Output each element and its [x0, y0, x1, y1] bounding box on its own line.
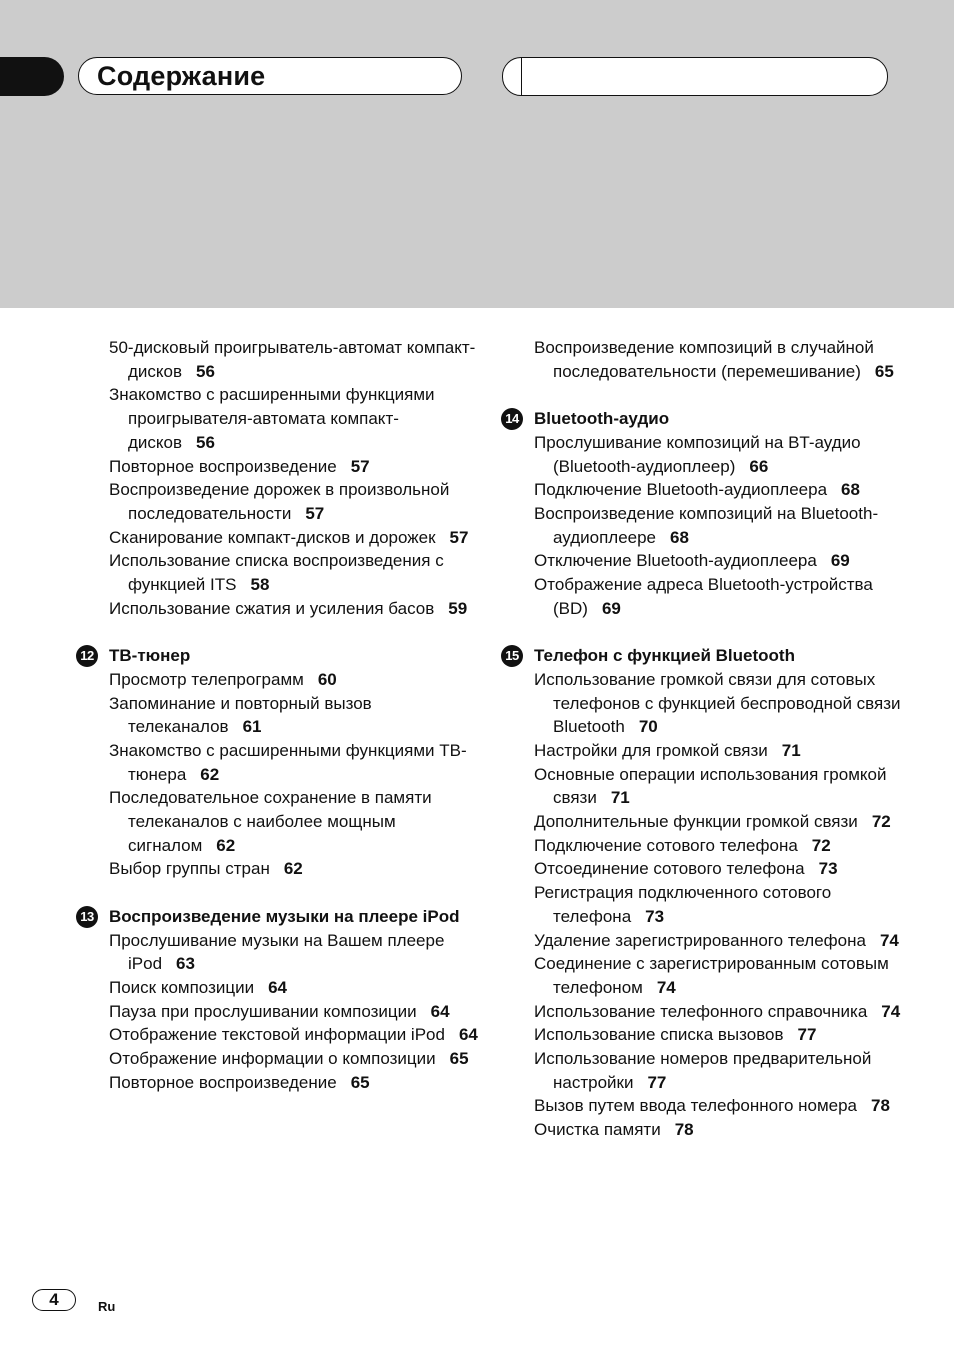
toc-entry-text: Повторное воспроизведение	[109, 456, 337, 476]
toc-entry-text: Вызов путем ввода телефонного номера	[534, 1096, 858, 1116]
toc-entry	[109, 383, 479, 454]
toc-entry	[534, 763, 904, 810]
toc-entry	[534, 1047, 904, 1094]
toc-entry-text: Просмотр телепрограмм	[109, 669, 304, 689]
toc-entry-page: 60	[317, 669, 337, 689]
toc-left-column	[80, 336, 479, 1094]
toc-entry-page: 59	[448, 598, 468, 618]
toc-entry	[109, 526, 479, 550]
toc-entry-page: 63	[176, 954, 195, 974]
toc-entry-text: Дополнительные функции громкой связи	[534, 812, 858, 832]
toc-entry-page: 57	[350, 456, 370, 476]
toc-entry	[534, 739, 904, 763]
toc-entry	[109, 786, 479, 857]
toc-entry-page: 77	[797, 1025, 817, 1045]
toc-entry-text: Воспроизведение дорожек в произвольной последовательности	[109, 480, 450, 523]
toc-entry-text: Прослушивание музыки на Вашем плеере iPod	[109, 930, 445, 974]
toc-entry-text: Знакомство с расширенными функциями проигрывателя-автомата компакт-дисков	[109, 385, 435, 452]
toc-entry-page: 69	[830, 551, 850, 571]
toc-entry	[109, 668, 479, 692]
toc-entry	[534, 1094, 904, 1118]
section-title: Bluetooth-аудио	[534, 409, 670, 429]
toc-entry-page: 77	[647, 1072, 667, 1092]
toc-entry	[109, 1071, 479, 1095]
toc-entry-text: Использование громкой связи для сотовых телефонов с функцией беспроводной связи Bluetooth	[534, 669, 901, 737]
toc-section-heading	[80, 905, 479, 929]
toc-entry-page: 62	[216, 835, 236, 855]
toc-entry-text: Регистрация подключенного сотового телефона	[534, 883, 832, 926]
toc-entry-page: 56	[196, 361, 215, 381]
toc-entry-text: Отключение Bluetooth-аудиоплеера	[534, 551, 817, 571]
toc-entry-text: Использование сжатия и усиления басов	[109, 598, 435, 618]
toc-entry-page: 66	[749, 456, 769, 476]
page-number: 4	[32, 1289, 76, 1311]
header-band	[0, 0, 954, 308]
toc-entry-text: Использование списка вызовов	[534, 1025, 784, 1045]
toc-entry-text: Отображение информации о композиции	[109, 1049, 436, 1069]
toc-entry-page: 78	[871, 1096, 890, 1116]
toc-entry-page: 64	[458, 1025, 478, 1045]
toc-entry	[534, 573, 904, 620]
toc-entry-page: 64	[268, 977, 288, 997]
toc-entry	[534, 857, 904, 881]
toc-entry-text: Последовательное сохранение в памяти телеканалов с наиболее мощным сигналом	[109, 788, 432, 855]
toc-entry	[534, 810, 904, 834]
toc-entry-page: 74	[881, 1001, 901, 1021]
toc-entry-text: Соединение с зарегистрированным сотовым телефоном	[534, 954, 889, 997]
toc-entry	[534, 1000, 904, 1024]
toc-entry	[109, 336, 479, 383]
toc-entry-page: 65	[350, 1072, 370, 1092]
toc-entry-text: Прослушивание композиций на BT-аудио (Bluetooth-аудиоплеер)	[534, 432, 861, 476]
toc-entry	[534, 549, 904, 573]
toc-entry-text: 50-дисковый проигрыватель-автомат компакт-дисков	[109, 338, 476, 381]
toc-entry	[534, 1023, 904, 1047]
toc-entry-page: 68	[670, 527, 689, 547]
blank-header-box-divider	[521, 58, 522, 95]
toc-entry-page: 57	[449, 527, 469, 547]
toc-entry-page: 69	[601, 598, 621, 618]
toc-entry-text: Поиск композиции	[109, 977, 255, 997]
toc-entry	[109, 478, 479, 525]
section-number-badge: 15	[501, 645, 523, 667]
toc-entry	[109, 1023, 479, 1047]
toc-entry-page: 56	[196, 432, 215, 452]
toc-entry-page: 62	[283, 859, 303, 879]
page-title: Содержание	[97, 61, 266, 91]
toc-entry-page: 73	[645, 906, 665, 926]
toc-section-heading	[505, 407, 904, 431]
toc-entry-text: Использование телефонного справочника	[534, 1001, 868, 1021]
toc-entry	[534, 1118, 904, 1142]
toc-entry-text: Отсоединение сотового телефона	[534, 859, 805, 879]
toc-entry-page: 68	[841, 480, 860, 500]
toc-entry-page: 73	[818, 859, 838, 879]
toc-entry-page: 61	[242, 717, 262, 737]
toc-section-heading	[80, 644, 479, 668]
toc-entry	[534, 952, 904, 999]
toc-entry-text: Воспроизведение композиций в случайной последовательности (перемешивание)	[534, 338, 874, 381]
toc-entry	[534, 478, 904, 502]
toc-entry	[109, 976, 479, 1000]
toc-right-column	[505, 336, 904, 1142]
toc-entry	[534, 668, 904, 739]
toc-entry-text: Настройки для громкой связи	[534, 740, 768, 760]
toc-entry	[109, 549, 479, 596]
toc-entry-page: 70	[638, 717, 658, 737]
section-number-badge: 13	[76, 906, 98, 928]
section-title: Телефон с функцией Bluetooth	[534, 646, 795, 666]
blank-header-box	[502, 57, 888, 96]
toc-entry	[534, 834, 904, 858]
toc-entry-text: Отображение текстовой информации iPod	[109, 1025, 445, 1045]
toc-entry-text: Воспроизведение композиций на Bluetooth-аудиоплеере	[534, 503, 879, 547]
toc-entry	[109, 739, 479, 786]
toc-entry	[109, 597, 479, 621]
toc-entry-text: Повторное воспроизведение	[109, 1072, 337, 1092]
toc-entry-page: 72	[871, 812, 891, 832]
toc-entry	[534, 431, 904, 478]
toc-entry-text: Выбор группы стран	[109, 859, 270, 879]
section-number-badge: 14	[501, 408, 523, 430]
toc-entry	[534, 929, 904, 953]
toc-section-heading	[505, 644, 904, 668]
toc-entry-text: Использование списка воспроизведения с функцией ITS	[109, 551, 444, 595]
toc-entry-text: Подключение Bluetooth-аудиоплеера	[534, 480, 828, 500]
toc-entry-text: Использование номеров предварительной настройки	[534, 1049, 872, 1092]
section-title: ТВ-тюнер	[109, 646, 191, 666]
toc-entry	[109, 929, 479, 976]
toc-entry	[109, 857, 479, 881]
language-code: Ru	[98, 1299, 116, 1314]
toc-entry	[109, 455, 479, 479]
toc-entry-page: 62	[200, 764, 220, 784]
toc-entry-text: Запоминание и повторный вызов телеканалов	[109, 693, 372, 737]
section-tab-marker	[0, 57, 64, 96]
toc-entry-text: Основные операции использования громкой связи	[534, 764, 887, 808]
toc-entry-page: 64	[430, 1001, 450, 1021]
toc-entry	[109, 1047, 479, 1071]
toc-entry-text: Подключение сотового телефона	[534, 835, 798, 855]
toc-entry-page: 58	[250, 575, 270, 595]
toc-entry-page: 72	[811, 835, 831, 855]
toc-entry	[534, 502, 904, 549]
section-number-badge: 12	[76, 645, 98, 667]
toc-entry-page: 74	[656, 977, 676, 997]
title-box	[78, 57, 462, 95]
toc-entry-text: Очистка памяти	[534, 1120, 661, 1140]
toc-entry-text: Сканирование компакт-дисков и дорожек	[109, 527, 436, 547]
toc-entry	[109, 692, 479, 739]
toc-entry	[109, 1000, 479, 1024]
toc-entry-page: 71	[610, 788, 630, 808]
toc-entry-text: Отображение адреса Bluetooth-устройства (BD)	[534, 575, 873, 618]
toc-entry-page: 65	[449, 1049, 469, 1069]
toc-entry-text: Пауза при прослушивании композиции	[109, 1001, 417, 1021]
toc-entry-page: 74	[879, 930, 899, 950]
toc-entry-page: 65	[874, 361, 894, 381]
toc-entry-page: 71	[781, 740, 801, 760]
toc-entry-page: 57	[305, 503, 325, 523]
section-title: Воспроизведение музыки на плеере iPod	[109, 906, 460, 926]
toc-entry-text: Знакомство с расширенными функциями ТВ-тюнера	[109, 740, 467, 784]
toc-entry-page: 78	[674, 1120, 694, 1140]
toc-entry-text: Удаление зарегистрированного телефона	[534, 930, 866, 950]
toc-entry	[534, 881, 904, 928]
toc-entry	[534, 336, 904, 383]
